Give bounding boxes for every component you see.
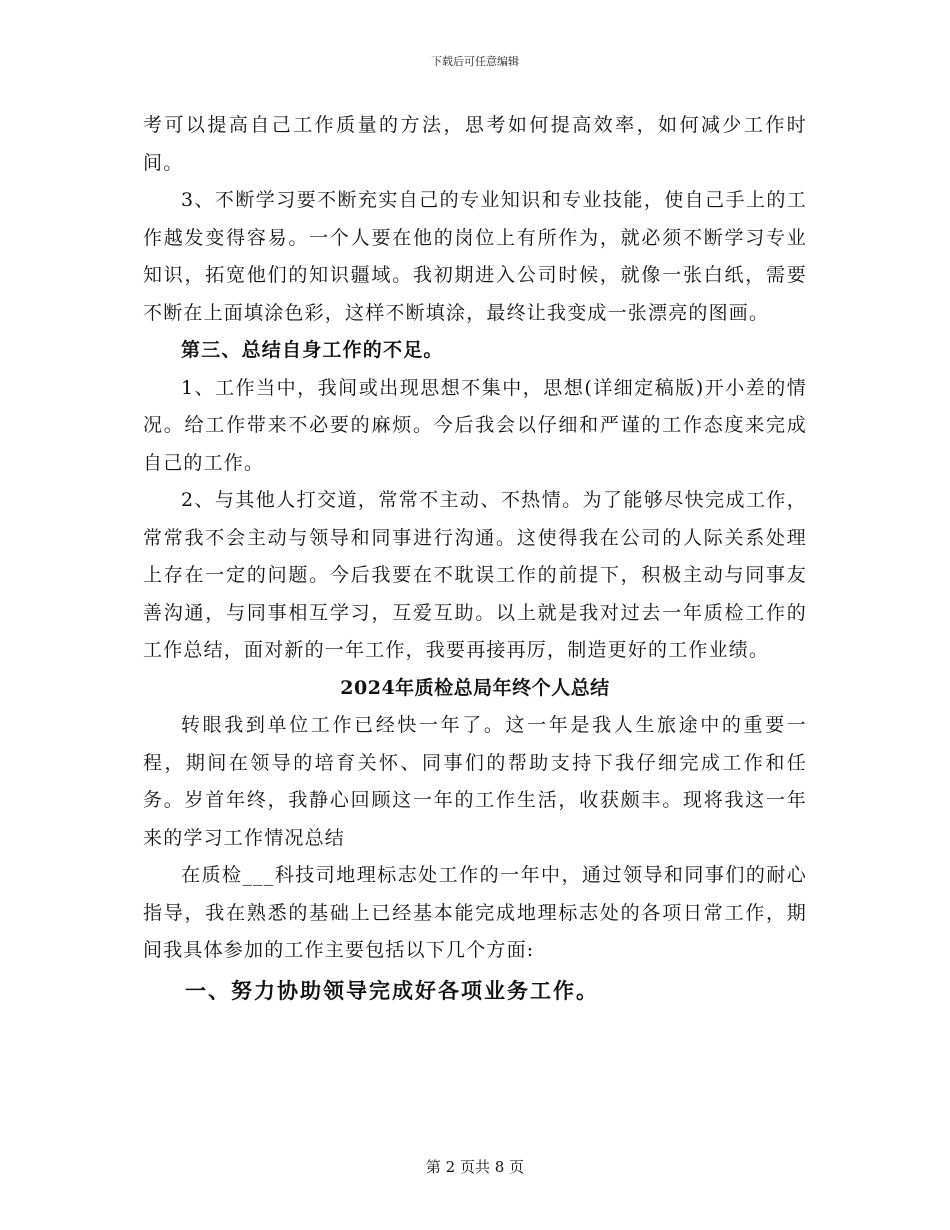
section-heading-3: 第三、总结自身工作的不足。 (181, 339, 444, 361)
paragraph-intro: 转眼我到单位工作已经快一年了。这一年是我人生旅途中的重要一程，期间在领导的培育关怀、同事们的帮助支持下我仔细完成工作和任务。岁首年终，我静心回顾这一年的工作生活，收获颇丰。现将我这一年来的学习工作情况总结 (143, 714, 807, 849)
page-footer: 第 2 页共 8 页 (425, 1158, 525, 1176)
paragraph-shortcoming-1: 1、工作当中，我间或出现思想不集中，思想(详细定稿版)开小差的情况。给工作带来不必要的麻烦。今后我会以仔细和严谨的工作态度来完成自己的工作。 (143, 376, 807, 474)
paragraph-shortcoming-2: 2、与其他人打交道，常常不主动、不热情。为了能够尽快完成工作，常常我不会主动与领导和同事进行沟通。这使得我在公司的人际关系处理上存在一定的问题。今后我要在不耽误工作的前提下，积极主动与同事友善沟通，与同事相互学习，互爱互助。以上就是我对过去一年质检工作的工作总结，面对新的一年工作，我要再接再厉，制造更好的工作业绩。 (143, 489, 807, 661)
section-heading-1: 一、努力协助领导完成好各项业务工作。 (185, 977, 599, 1003)
paragraph-continuation: 考可以提高自己工作质量的方法，思考如何提高效率，如何减少工作时间。 (143, 114, 807, 174)
paragraph-work-overview: 在质检___科技司地理标志处工作的一年中，通过领导和同事们的耐心指导，我在熟悉的基础上已经基本能完成地理标志处的各项日常工作，期间我具体参加的工作主要包括以下几个方面: (143, 864, 807, 961)
page-header: 下载后可任意编辑 (431, 55, 519, 68)
paragraph-item-3: 3、不断学习要不断充实自己的专业知识和专业技能，使自己手上的工作越发变得容易。一个人要在他的岗位上有所作为，就必须不断学习专业知识，拓宽他们的知识疆域。我初期进入公司时候，就像一张白纸，需要不断在上面填涂色彩，这样不断填涂，最终让我变成一张漂亮的图画。 (143, 189, 807, 324)
document-body (143, 107, 807, 1012)
document-title: 2024年质检总局年终个人总结 (340, 676, 610, 699)
